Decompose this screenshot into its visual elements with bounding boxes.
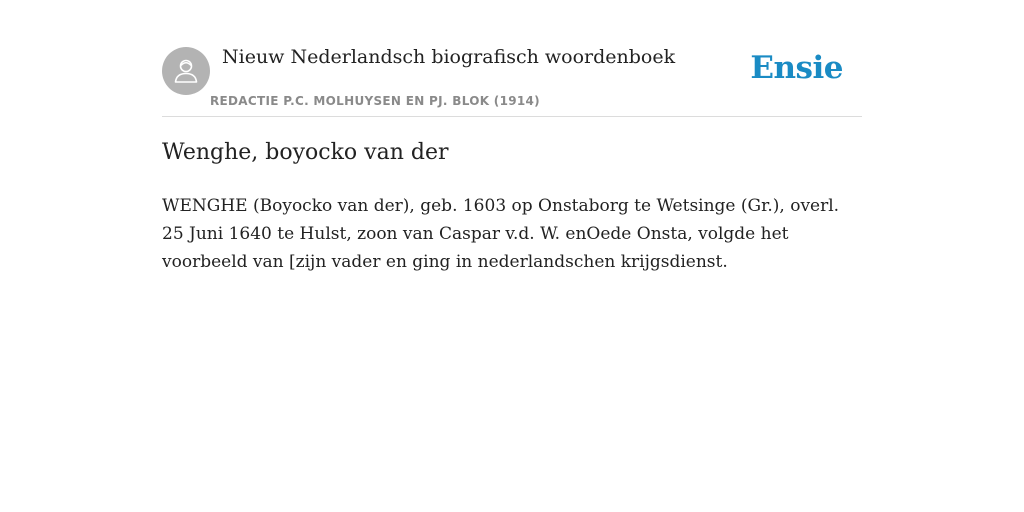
- book-editors: REDACTIE P.C. MOLHUYSEN EN PJ. BLOK (1914): [210, 94, 540, 108]
- book-header: [162, 46, 862, 117]
- ensie-logo[interactable]: Ensie: [750, 50, 843, 86]
- user-icon: [171, 56, 201, 86]
- entry-title: Wenghe, boyocko van der: [162, 140, 449, 165]
- avatar[interactable]: [162, 47, 210, 95]
- entry-body: WENGHE (Boyocko van der), geb. 1603 op Onstaborg te Wetsinge (Gr.), overl. 25 Juni 1640 te Hulst, zoon van Caspar v.d. W. enOede Onsta, volgde het voorbeeld van [zijn vader en ging in nederlandschen krijgsdienst.: [162, 196, 840, 272]
- book-title[interactable]: Nieuw Nederlandsch biografisch woordenboek: [222, 46, 676, 68]
